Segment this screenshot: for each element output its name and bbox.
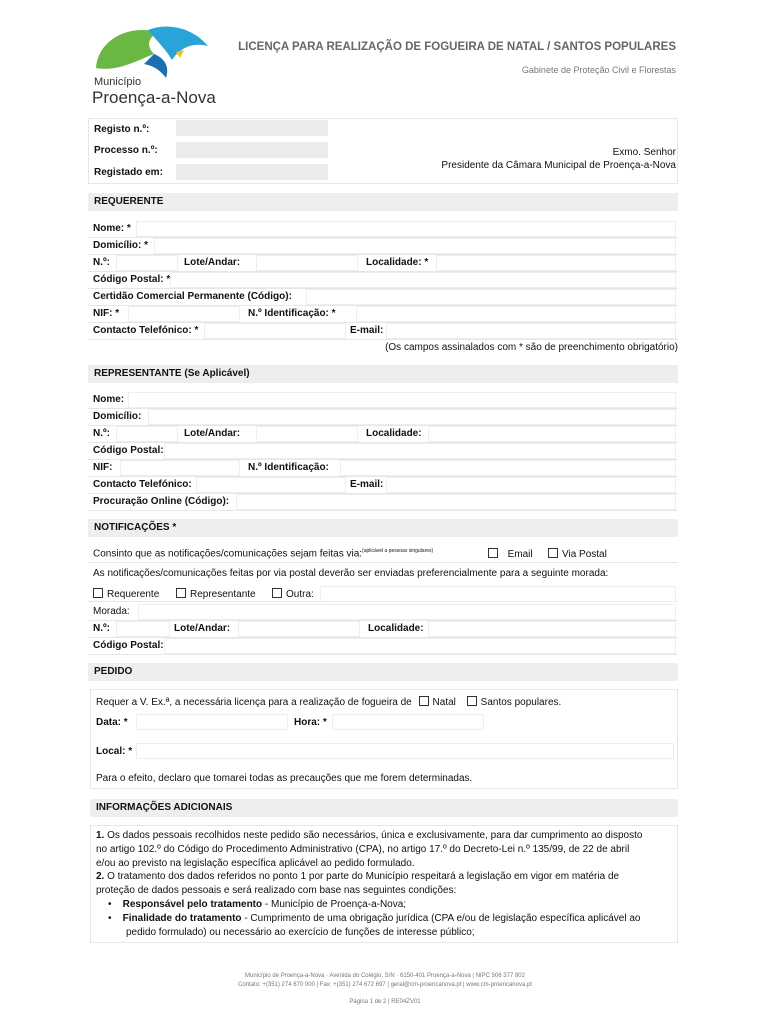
info-bullet-2-line2: pedido formulado) ou necessário ao exercício de funções de interesse público; (126, 927, 475, 938)
notif-lote-label: Lote/Andar: (174, 623, 231, 634)
representante-contacto-label: Contacto Telefónico: (93, 479, 192, 490)
address-choice-row (88, 584, 678, 602)
email-checkbox[interactable] (488, 548, 498, 558)
pedido-request-line (96, 696, 561, 708)
requerente-identificacao-input[interactable] (356, 306, 676, 322)
data-label: Data: * (96, 717, 128, 728)
info-p1-line3: e/ou ao previsto na legislação específica aplicável ao pedido formulado. (96, 858, 415, 869)
requerente-domicilio-input[interactable] (154, 238, 676, 254)
requerente-postal-row (88, 271, 678, 289)
notif-numero-input[interactable] (116, 621, 170, 637)
representante-domicilio-row (88, 408, 678, 426)
postal-option[interactable] (548, 548, 607, 560)
representante-procuracao-label: Procuração Online (Código): (93, 496, 230, 507)
requerente-contacto-input[interactable] (204, 323, 346, 339)
representante-option-label: Representante (190, 589, 256, 600)
requerente-lote-label: Lote/Andar: (184, 257, 241, 268)
requerente-nome-row (88, 220, 678, 238)
natal-checkbox[interactable] (419, 696, 429, 706)
section-notificacoes: NOTIFICAÇÕES * (88, 519, 678, 537)
representante-checkbox[interactable] (176, 588, 186, 598)
section-informacoes: INFORMAÇÕES ADICIONAIS (90, 799, 678, 817)
representante-email-label: E-mail: (350, 479, 384, 490)
outra-option-label: Outra: (286, 589, 314, 600)
requerente-domicilio-label: Domicílio: * (93, 240, 149, 251)
postal-note: As notificações/comunicações feitas por via postal deverão ser enviadas preferencialmente para a seguinte morada: (93, 568, 609, 579)
morada-row (88, 603, 678, 621)
info-p1-line2: no artigo 102.º do Código do Procedimento Administrativo (CPA), no artigo 17.º do Decreto-Lei n.º 135/99, de 22 de abril (96, 844, 630, 855)
requerente-email-label: E-mail: (350, 325, 384, 336)
requerente-localidade-label: Localidade: * (366, 257, 429, 268)
representante-numero-input[interactable] (116, 426, 178, 442)
requerente-localidade-input[interactable] (436, 255, 676, 271)
requerente-postal-input[interactable] (170, 272, 676, 288)
notif-postal-label: Código Postal: (93, 640, 164, 651)
document-title: LICENÇA PARA REALIZAÇÃO DE FOGUEIRA DE NATAL / SANTOS POPULARES (238, 41, 676, 53)
section-requerente: REQUERENTE (88, 193, 678, 211)
notification-consent-row (88, 545, 678, 563)
requerente-option-label: Requerente (107, 589, 160, 600)
requerente-option[interactable] (93, 588, 159, 600)
representante-domicilio-label: Domicílio: (93, 411, 142, 422)
declaration-text: Para o efeito, declaro que tomarei todas as precauções que me forem determinadas. (96, 773, 473, 784)
postal-checkbox[interactable] (548, 548, 558, 558)
bullet-icon: • (108, 899, 112, 910)
bullet-icon: • (108, 913, 112, 924)
logo-line-2: Proença-a-Nova (92, 88, 216, 107)
requerente-certidao-row (88, 288, 678, 306)
representante-localidade-input[interactable] (428, 426, 676, 442)
requerente-checkbox[interactable] (93, 588, 103, 598)
representante-postal-label: Código Postal: (93, 445, 164, 456)
notif-address-row (88, 620, 678, 638)
outra-checkbox[interactable] (272, 588, 282, 598)
processo-field[interactable] (176, 142, 328, 158)
registo-field[interactable] (176, 120, 328, 136)
morada-input[interactable] (138, 604, 676, 620)
page-number: Página 1 de 2 | RE04ZV01 (349, 999, 421, 1005)
representante-domicilio-input[interactable] (148, 409, 676, 425)
section-representante: REPRESENTANTE (Se Aplicável) (88, 365, 678, 383)
postal-option-label: Via Postal (562, 549, 607, 560)
representante-email-input[interactable] (386, 477, 676, 493)
representante-nome-row (88, 391, 678, 409)
notification-consent-text (93, 548, 433, 559)
representante-numero-label: N.º: (93, 428, 110, 439)
hora-input[interactable] (332, 714, 484, 730)
requerente-lote-input[interactable] (256, 255, 358, 271)
requerente-email-input[interactable] (386, 323, 676, 339)
info-bullet-2 (108, 913, 640, 924)
representante-nif-label: NIF: (93, 462, 113, 473)
outra-option[interactable] (272, 588, 314, 600)
consent-label: Consinto que as notificações/comunicações sejam feitas via: (93, 548, 363, 560)
info-block (90, 825, 678, 943)
outra-input[interactable] (320, 586, 676, 602)
requerente-certidao-label: Certidão Comercial Permanente (Código): (93, 291, 292, 302)
info-p1-number: 1. (96, 830, 105, 841)
data-input[interactable] (136, 714, 288, 730)
notif-postal-input[interactable] (164, 638, 676, 654)
requerente-nome-label: Nome: * (93, 223, 131, 234)
representante-lote-input[interactable] (256, 426, 358, 442)
municipality-logo (88, 20, 218, 110)
bullet-2-text: - Cumprimento de uma obrigação jurídica (CPA e/ou de legislação específica aplicável ao (241, 913, 641, 924)
info-p1-text: Os dados pessoais recolhidos neste pedido são necessários, única e exclusivamente, para dar cumprimento ao disposto (107, 830, 643, 841)
representante-procuracao-input[interactable] (236, 494, 676, 510)
natal-option-label: Natal (432, 697, 456, 708)
registado-label: Registado em: (94, 167, 163, 178)
requerente-postal-label: Código Postal: * (93, 274, 171, 285)
representante-nome-label: Nome: (93, 394, 125, 405)
representante-localidade-label: Localidade: (366, 428, 422, 439)
requerente-nif-label: NIF: * (93, 308, 120, 319)
registado-field[interactable] (176, 164, 328, 180)
requerente-nome-input[interactable] (136, 221, 676, 237)
notif-localidade-label: Localidade: (368, 623, 424, 634)
representante-identificacao-input[interactable] (340, 460, 676, 476)
footer-address: Município de Proença-a-Nova · Avenida do Colégio, S/N · 6150-401 Proença-a-Nova | NIPC 506 377 802 (245, 973, 525, 979)
notif-localidade-input[interactable] (428, 621, 676, 637)
representante-address-row (88, 425, 678, 443)
logo-line-1: Município (94, 76, 142, 88)
section-pedido: PEDIDO (88, 663, 678, 681)
requerente-numero-input[interactable] (116, 255, 178, 271)
document-subtitle: Gabinete de Proteção Civil e Florestas (521, 65, 676, 75)
footer-contacts: Contato: +(351) 274 670 000 | Fax: +(351) 274 672 697 | geral@cm-proencanova.pt | www.cm-proencanova.pt (238, 982, 532, 988)
requerente-nif-input[interactable] (128, 306, 240, 322)
santos-option-label: Santos populares. (480, 697, 562, 708)
requerente-identificacao-label: N.º Identificação: * (248, 308, 336, 319)
info-p1-line1 (96, 830, 642, 841)
requerente-contacto-label: Contacto Telefónico: * (93, 325, 199, 336)
info-p2-line2: proteção de dados pessoais e será realizado com base nas seguintes condições: (96, 885, 457, 896)
requerente-contacto-row (88, 322, 678, 340)
representante-postal-row (88, 442, 678, 460)
santos-checkbox[interactable] (467, 696, 477, 706)
notif-lote-input[interactable] (238, 621, 360, 637)
info-p2-text: O tratamento dos dados referidos no ponto 1 por parte do Município respeitará a legislação em vigor em matéria de (107, 871, 620, 882)
representante-procuracao-row (88, 493, 678, 511)
bullet-1-label: Responsável pelo tratamento (122, 899, 263, 910)
local-input[interactable] (136, 743, 674, 759)
requerente-address-row (88, 254, 678, 272)
processo-label: Processo n.º: (94, 145, 158, 156)
requerente-numero-label: N.º: (93, 257, 110, 268)
email-option[interactable] (488, 548, 533, 560)
info-p2-line1 (96, 871, 619, 882)
representante-identificacao-label: N.º Identificação: (248, 462, 329, 473)
local-label: Local: * (96, 746, 133, 757)
bullet-2-label: Finalidade do tratamento (122, 913, 242, 924)
email-option-label: Email (507, 549, 533, 560)
representante-option[interactable] (176, 588, 256, 600)
santos-option[interactable] (459, 697, 562, 708)
requerente-nif-row (88, 305, 678, 323)
representante-contacto-row (88, 476, 678, 494)
natal-option[interactable] (415, 697, 456, 708)
notif-numero-label: N.º: (93, 623, 110, 634)
info-p2-number: 2. (96, 871, 105, 882)
required-fields-note: (Os campos assinalados com * são de preenchimento obrigatório) (385, 342, 678, 353)
representante-nome-input[interactable] (128, 392, 676, 408)
morada-label: Morada: (93, 606, 130, 617)
representante-nif-input[interactable] (120, 460, 240, 476)
hora-label: Hora: * (294, 717, 327, 728)
registo-label: Registo n.º: (94, 124, 150, 135)
representante-postal-input[interactable] (164, 443, 676, 459)
representante-nif-row (88, 459, 678, 477)
bullet-1-text: - Município de Proença-a-Nova; (262, 899, 407, 910)
pedido-request-text: Requer a V. Ex.ª, a necessária licença para a realização de fogueira de (96, 697, 412, 708)
representante-contacto-input[interactable] (196, 477, 346, 493)
addressee-line-1: Exmo. Senhor (612, 147, 676, 158)
requerente-certidao-input[interactable] (306, 289, 676, 305)
info-bullet-1 (108, 899, 406, 910)
representante-lote-label: Lote/Andar: (184, 428, 241, 439)
notif-postal-row (88, 637, 678, 655)
addressee-line-2: Presidente da Câmara Municipal de Proença-a-Nova (441, 160, 676, 171)
consent-note: (aplicável a pessoas singulares) (362, 548, 434, 554)
requerente-domicilio-row (88, 237, 678, 255)
